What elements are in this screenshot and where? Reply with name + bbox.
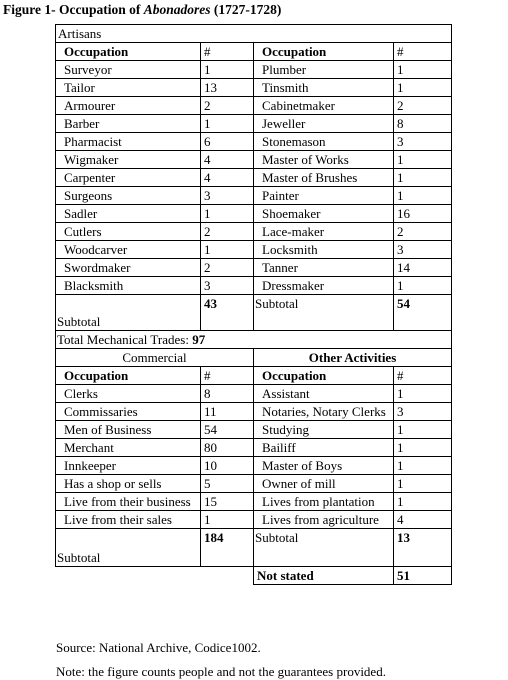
figure-title	[3, 2, 281, 18]
footnote: Note: the figure counts people and not the guarantees provided.	[56, 664, 386, 679]
artisans-row	[56, 151, 452, 169]
artisans-left-count: 4	[201, 151, 254, 169]
total-mechanical-row	[56, 331, 452, 349]
artisans-row	[56, 259, 452, 277]
commercial-row	[56, 421, 452, 439]
artisans-right-occupation: Master of Brushes	[254, 169, 394, 187]
artisans-left-count: 2	[201, 97, 254, 115]
commercial-left-occupation: Has a shop or sells	[56, 475, 201, 493]
artisans-right-count: 1	[394, 79, 452, 97]
commercial-right-occupation: Master of Boys	[254, 457, 394, 475]
commercial-row	[56, 385, 452, 403]
commercial-left-count: 15	[201, 493, 254, 511]
artisans-left-occupation: Pharmacist	[56, 133, 201, 151]
artisans-left-occupation: Surgeons	[56, 187, 201, 205]
not-stated-row	[56, 567, 452, 585]
commercial-subtotal-left: 184	[201, 529, 254, 567]
artisans-row	[56, 61, 452, 79]
artisans-left-count: 1	[201, 205, 254, 223]
artisans-header-row	[56, 43, 452, 61]
artisans-row	[56, 169, 452, 187]
other-activities-section-label: Other Activities	[254, 349, 452, 367]
artisans-right-occupation: Tinsmith	[254, 79, 394, 97]
commercial-left-occupation: Live from their business	[56, 493, 201, 511]
artisans-section-row	[56, 25, 452, 43]
commercial-row	[56, 493, 452, 511]
artisans-row	[56, 79, 452, 97]
not-stated-blank	[56, 567, 254, 585]
artisans-left-count: 4	[201, 169, 254, 187]
commercial-left-count: 5	[201, 475, 254, 493]
commercial-row	[56, 511, 452, 529]
commercial-right-count: 1	[394, 421, 452, 439]
artisans-row	[56, 223, 452, 241]
artisans-right-count-header: #	[394, 43, 452, 61]
artisans-left-count: 6	[201, 133, 254, 151]
artisans-right-count: 8	[394, 115, 452, 133]
commercial-left-count: 10	[201, 457, 254, 475]
artisans-right-count: 1	[394, 187, 452, 205]
commercial-row	[56, 439, 452, 457]
artisans-left-occupation: Swordmaker	[56, 259, 201, 277]
artisans-right-count: 14	[394, 259, 452, 277]
commercial-section-label: Commercial	[56, 349, 254, 367]
commercial-row	[56, 475, 452, 493]
commercial-left-occupation: Men of Business	[56, 421, 201, 439]
artisans-left-occupation: Tailor	[56, 79, 201, 97]
commercial-left-occupation: Commissaries	[56, 403, 201, 421]
commercial-left-count: 54	[201, 421, 254, 439]
artisans-right-occupation-header: Occupation	[254, 43, 394, 61]
commercial-right-occupation: Owner of mill	[254, 475, 394, 493]
commercial-subtotal-right-label: Subtotal	[254, 529, 394, 567]
artisans-right-count: 2	[394, 97, 452, 115]
occupation-table-body	[56, 25, 452, 585]
commercial-left-count-header: #	[201, 367, 254, 385]
commercial-right-occupation: Assistant	[254, 385, 394, 403]
not-stated-label: Not stated	[254, 567, 394, 585]
commercial-left-count: 80	[201, 439, 254, 457]
commercial-right-occupation: Notaries, Notary Clerks	[254, 403, 394, 421]
artisans-row	[56, 133, 452, 151]
artisans-right-occupation: Painter	[254, 187, 394, 205]
commercial-right-occupation: Studying	[254, 421, 394, 439]
artisans-left-count: 2	[201, 223, 254, 241]
artisans-row	[56, 277, 452, 295]
artisans-left-occupation: Barber	[56, 115, 201, 133]
artisans-subtotal-right-label: Subtotal	[254, 295, 394, 331]
artisans-subtotal-right: 54	[394, 295, 452, 331]
artisans-right-count: 16	[394, 205, 452, 223]
artisans-row	[56, 241, 452, 259]
artisans-right-occupation: Cabinetmaker	[254, 97, 394, 115]
commercial-subtotal-right: 13	[394, 529, 452, 567]
commercial-subtotal-label: Subtotal	[56, 529, 201, 567]
commercial-header-row	[56, 367, 452, 385]
commercial-subtotal-row	[56, 529, 452, 567]
artisans-right-count: 1	[394, 277, 452, 295]
artisans-subtotal-row	[56, 295, 452, 331]
commercial-right-count: 1	[394, 475, 452, 493]
commercial-right-count: 1	[394, 385, 452, 403]
commercial-left-occupation: Merchant	[56, 439, 201, 457]
artisans-right-count: 1	[394, 169, 452, 187]
artisans-right-occupation: Tanner	[254, 259, 394, 277]
artisans-right-count: 1	[394, 151, 452, 169]
commercial-left-count: 1	[201, 511, 254, 529]
artisans-left-count: 1	[201, 115, 254, 133]
figure-title-suffix: (1727-1728)	[210, 2, 282, 17]
artisans-right-occupation: Master of Works	[254, 151, 394, 169]
artisans-left-count: 1	[201, 241, 254, 259]
artisans-right-count: 1	[394, 61, 452, 79]
artisans-right-count: 3	[394, 241, 452, 259]
artisans-right-occupation: Stonemason	[254, 133, 394, 151]
artisans-left-occupation: Woodcarver	[56, 241, 201, 259]
commercial-left-occupation: Live from their sales	[56, 511, 201, 529]
artisans-left-occupation: Cutlers	[56, 223, 201, 241]
commercial-row	[56, 403, 452, 421]
artisans-right-occupation: Lace-maker	[254, 223, 394, 241]
artisans-left-count-header: #	[201, 43, 254, 61]
artisans-right-occupation: Locksmith	[254, 241, 394, 259]
commercial-right-count: 4	[394, 511, 452, 529]
artisans-left-count: 2	[201, 259, 254, 277]
commercial-left-count: 11	[201, 403, 254, 421]
artisans-left-occupation: Blacksmith	[56, 277, 201, 295]
artisans-right-occupation: Jeweller	[254, 115, 394, 133]
artisans-row	[56, 205, 452, 223]
artisans-row	[56, 97, 452, 115]
occupation-table	[55, 24, 452, 585]
artisans-right-occupation: Plumber	[254, 61, 394, 79]
artisans-left-occupation-header: Occupation	[56, 43, 201, 61]
figure-title-prefix: Figure 1- Occupation of	[3, 2, 144, 17]
artisans-row	[56, 187, 452, 205]
commercial-right-count: 3	[394, 403, 452, 421]
total-mechanical-cell	[56, 331, 452, 349]
artisans-right-count: 3	[394, 133, 452, 151]
artisans-left-count: 1	[201, 61, 254, 79]
artisans-right-occupation: Shoemaker	[254, 205, 394, 223]
artisans-subtotal-left: 43	[201, 295, 254, 331]
artisans-left-occupation: Surveyor	[56, 61, 201, 79]
artisans-right-count: 2	[394, 223, 452, 241]
source-note: Source: National Archive, Codice1002.	[56, 640, 261, 655]
figure-title-italic: Abonadores	[143, 2, 211, 17]
artisans-left-count: 3	[201, 187, 254, 205]
artisans-left-count: 3	[201, 277, 254, 295]
commercial-right-count: 1	[394, 457, 452, 475]
artisans-right-occupation: Dressmaker	[254, 277, 394, 295]
commercial-row	[56, 457, 452, 475]
commercial-right-occupation: Lives from plantation	[254, 493, 394, 511]
commercial-left-occupation: Innkeeper	[56, 457, 201, 475]
commercial-section-row	[56, 349, 452, 367]
artisans-subtotal-label: Subtotal	[56, 295, 201, 331]
artisans-left-occupation: Carpenter	[56, 169, 201, 187]
total-mechanical-label: Total Mechanical Trades:	[57, 332, 193, 347]
not-stated-value: 51	[394, 567, 452, 585]
artisans-left-occupation: Armourer	[56, 97, 201, 115]
artisans-section-label: Artisans	[56, 25, 452, 43]
commercial-right-occupation: Lives from agriculture	[254, 511, 394, 529]
commercial-left-occupation: Clerks	[56, 385, 201, 403]
commercial-right-count-header: #	[394, 367, 452, 385]
commercial-right-count: 1	[394, 439, 452, 457]
artisans-left-occupation: Sadler	[56, 205, 201, 223]
commercial-right-occupation-header: Occupation	[254, 367, 394, 385]
artisans-left-count: 13	[201, 79, 254, 97]
commercial-right-occupation: Bailiff	[254, 439, 394, 457]
total-mechanical-value: 97	[192, 332, 206, 347]
commercial-right-count: 1	[394, 493, 452, 511]
artisans-left-occupation: Wigmaker	[56, 151, 201, 169]
artisans-row	[56, 115, 452, 133]
commercial-left-occupation-header: Occupation	[56, 367, 201, 385]
commercial-left-count: 8	[201, 385, 254, 403]
